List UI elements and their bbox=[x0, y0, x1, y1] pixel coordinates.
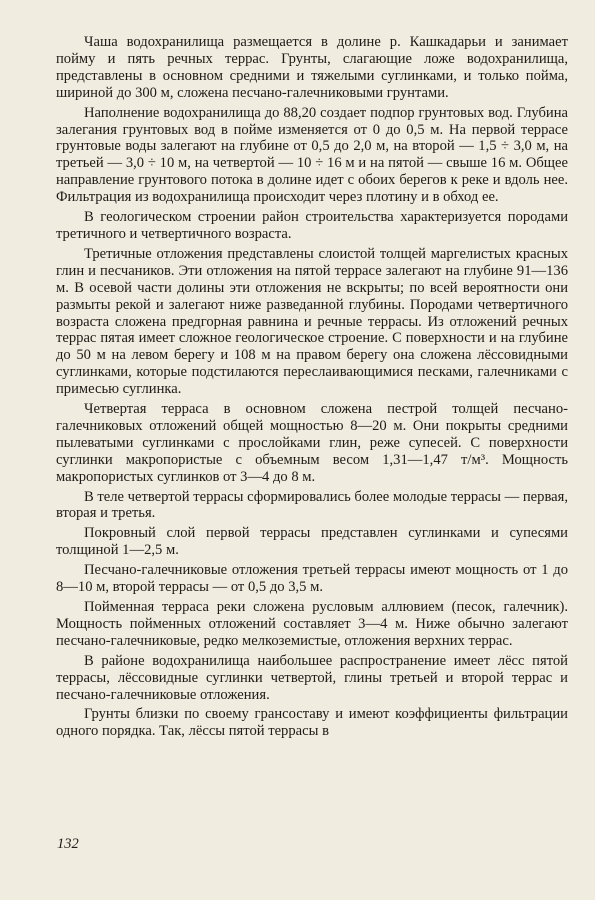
paragraph-fourth-terrace: Четвертая терраса в основном сложена пестрой толщей песчано-галечниковых отложений общей мощностью 8—20 м. Они покрыты средними пылеватыми суглинками с прослойками глин, реже супесей. С поверхности суглинки макропористые с объемным весом 1,31—1,47 т/м³. Мощность макропористых суглинков от 3—4 до 8 м. bbox=[56, 401, 568, 485]
paragraph-geology: В геологическом строении район строительства характеризуется породами третичного и четвертичного возраста. bbox=[56, 209, 568, 242]
page-body bbox=[56, 34, 568, 740]
paragraph-reservoir-bowl: Чаша водохранилища размещается в долине р. Кашкадарьи и занимает пойму и пять речных террас. Грунты, слагающие ложе водохранилища, представлены в основном средними и тяжелыми суглинками, и только пойма, шириной до 300 м, сложена песчано-галечниковыми грунтами. bbox=[56, 34, 568, 101]
paragraph-groundwater: Наполнение водохранилища до 88,20 создает подпор грунтовых вод. Глубина залегания грунтовых вод в пойме изменяется от 0 до 0,5 м. На первой террасе грунтовые воды залегают на глубине от 0,5 до 2,0 м, на второй — 1,5 ÷ 3,0 м, на третьей — 3,0 ÷ 10 м, на четвертой — 10 ÷ 16 м и на пятой — свыше 16 м. Общее направление грунтового потока в долине идет с обоих берегов к реке и вдоль нее. Фильтрация из водохранилища происходит через плотину и в обход ее. bbox=[56, 104, 568, 206]
paragraph-filtration: Грунты близки по своему грансоставу и имеют коэффициенты фильтрации одного порядка. Так, лёссы пятой террасы в bbox=[56, 706, 568, 740]
paragraph-floodplain: Пойменная терраса реки сложена русловым аллювием (песок, галечник). Мощность пойменных отложений составляет 3—4 м. Ниже обычно залегают песчано-галечниковые, редко мелкоземистые, отложения верхних террас. bbox=[56, 599, 568, 649]
page-number: 132 bbox=[57, 836, 79, 852]
paragraph-tertiary-deposits: Третичные отложения представлены слоистой толщей маргелистых красных глин и песчаников. Эти отложения на пятой террасе залегают на глубине 91—136 м. В осевой части долины эти отложения не вскрыты; по всей вероятности они размыты рекой и залегают ниже разведанной глубины. Породами четвертичного возраста сложена предгорная равнина и речные террасы. Из отложений речных террас пятая имеет сложное геологическое строение. С поверхности и на глубине до 50 м на левом берегу и 108 м на правом берегу она сложена лёссовидными суглинками, которые подстилаются переслаивающимися песками, галечниками с примесью суглинка. bbox=[56, 245, 568, 398]
paragraph-first-terrace: Покровный слой первой террасы представлен суглинками и супесями толщиной 1—2,5 м. bbox=[56, 525, 568, 559]
paragraph-younger-terraces: В теле четвертой террасы сформировались более молодые террасы — первая, вторая и третья. bbox=[56, 488, 568, 522]
paragraph-third-terrace: Песчано-галечниковые отложения третьей террасы имеют мощность от 1 до 8—10 м, второй террасы — от 0,5 до 3,5 м. bbox=[56, 562, 568, 596]
paragraph-distribution: В районе водохранилища наибольшее распространение имеет лёсс пятой террасы, лёссовидные суглинки четвертой, глины третьей и второй террас и песчано-галечниковые отложения. bbox=[56, 652, 568, 703]
